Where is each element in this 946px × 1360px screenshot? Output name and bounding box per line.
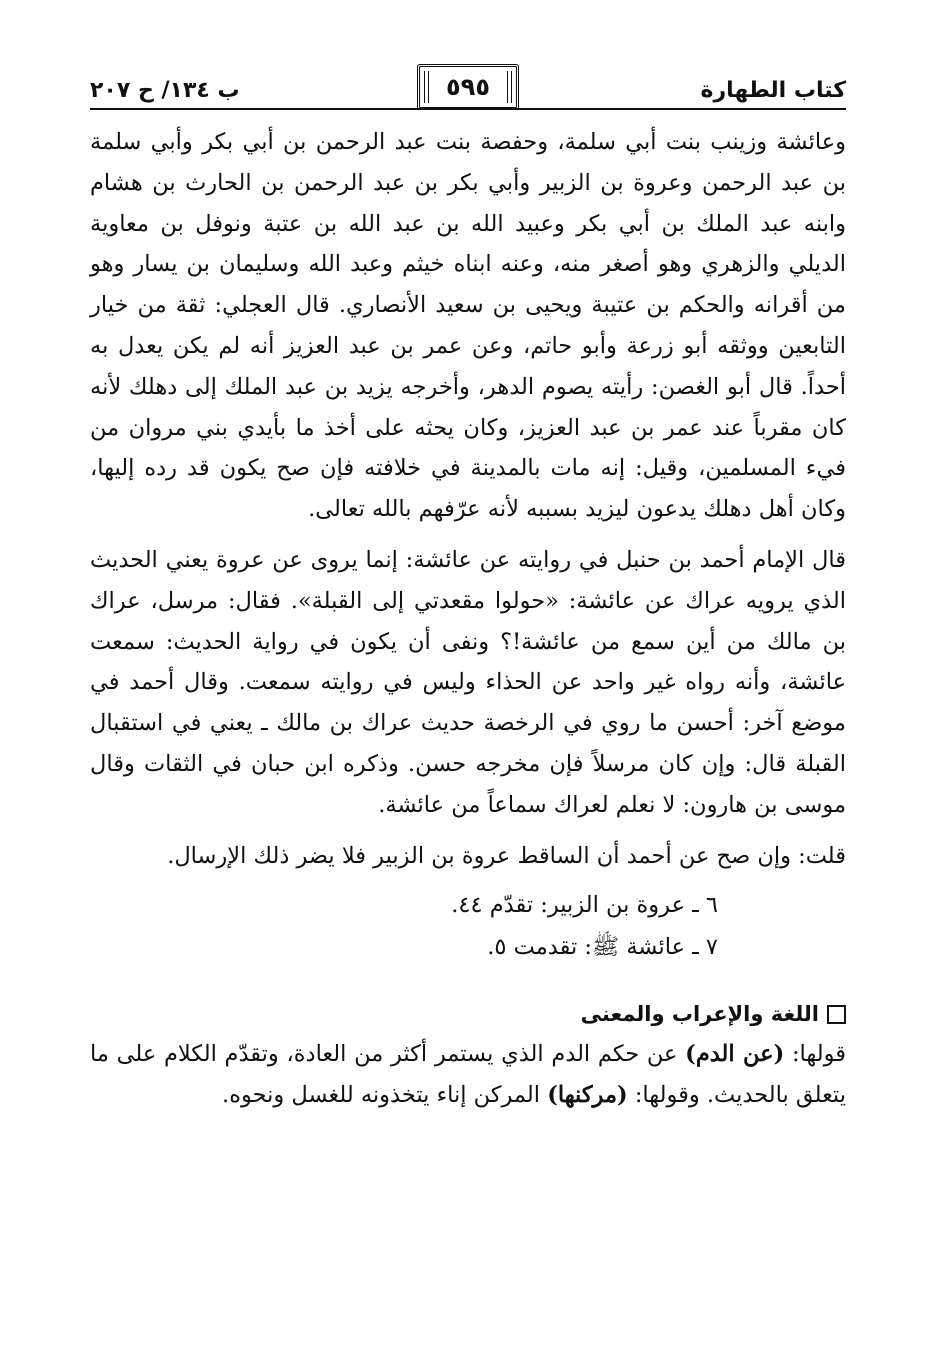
book-title: كتاب الطهارة <box>700 78 846 103</box>
document-page <box>90 60 846 1116</box>
narrator-list <box>90 884 846 968</box>
bold-term: (مركنها) <box>547 1082 628 1109</box>
text-run: عن حكم الدم الذي يستمر أكثر من العادة، وتقدّم الكلام على ما يتعلق بالحديث. وقولها: <box>90 1041 846 1109</box>
page-header <box>90 60 846 118</box>
section-title: اللغة والإعراب والمعنى <box>580 1002 819 1027</box>
section-heading <box>90 1002 846 1026</box>
paragraph-narrator-biography: وعائشة وزينب بنت أبي سلمة، وحفصة بنت عبد الرحمن بن أبي بكر وأبي سلمة بن عبد الرحمن وعروة بن الزبير وأبي بكر بن عبد الرحمن بن الحارث بن هشام وابنه عبد الملك بن أبي بكر وعبيد الله بن عبد الله بن عتبة ونوفل بن معاوية الديلي والزهري وهو أصغر منه، وعنه ابناه خيثم وعبد الله وسليمان بن يسار وهو من أقرانه والحكم بن عتيبة ويحيى بن سعيد الأنصاري. قال العجلي: ثقة من خيار التابعين ووثقه أبو زرعة وأبو حاتم، وعن عمر بن عبد العزيز أنه لم يكن يعدل به أحداً. قال أبو الغصن: رأيته يصوم الدهر، وأخرجه يزيد بن عبد الملك إلى دهلك لأنه كان مقرباً عند عمر بن عبد العزيز، وكان يحثه على أخذ ما بأيدي بني مروان من فيء المسلمين، وقيل: إنه مات بالمدينة في خلافته فإن صح يكون قد رده إليها، وكان أهل دهلك يدعون ليزيد بسببه لأنه عرّفهم بالله تعالى. <box>90 129 846 523</box>
chapter-hadith-reference: ب ١٣٤/ ح ٢٠٧ <box>90 78 240 103</box>
text-run: قولها: <box>784 1041 847 1068</box>
text-run: المركن إناء يتخذونه للغسل ونحوه. <box>222 1082 548 1109</box>
list-item: ٧ ـ عائشة ﷺ: تقدمت ٥. <box>487 934 718 961</box>
page-number: ٥٩٥ <box>446 73 490 101</box>
header-rule <box>90 108 846 110</box>
page-number-frame <box>417 64 519 110</box>
paragraph-author-comment: قلت: وإن صح عن أحمد أن الساقط عروة بن الزبير فلا يضر ذلك الإرسال. <box>167 842 846 869</box>
bold-term: (عن الدم) <box>685 1041 785 1068</box>
square-bullet-icon <box>827 1005 846 1024</box>
paragraph-ahmad-statement: قال الإمام أحمد بن حنبل في روايته عن عائشة: إنما يروى عن عروة يعني الحديث الذي يرويه عراك عن عائشة: «حولوا مقعدتي إلى القبلة». فقال: مرسل، عراك بن مالك من أين سمع من عائشة!؟ ونفى أن يكون في رواية الحديث: سمعت عائشة، وأنه رواه غير واحد عن الحذاء وليس في روايته سمعت. وقال أحمد في موضع آخر: أحسن ما روي في الرخصة حديث عراك بن مالك ـ يعني في استقبال القبلة قال: وإن كان مرسلاً فإن مخرجه حسن. وذكره ابن حبان في الثقات وقال موسى بن هارون: لا نعلم لعراك سماعاً من عائشة. <box>90 546 846 818</box>
paragraph-language-meaning <box>90 1034 846 1116</box>
list-item: ٦ ـ عروة بن الزبير: تقدّم ٤٤. <box>451 892 718 919</box>
